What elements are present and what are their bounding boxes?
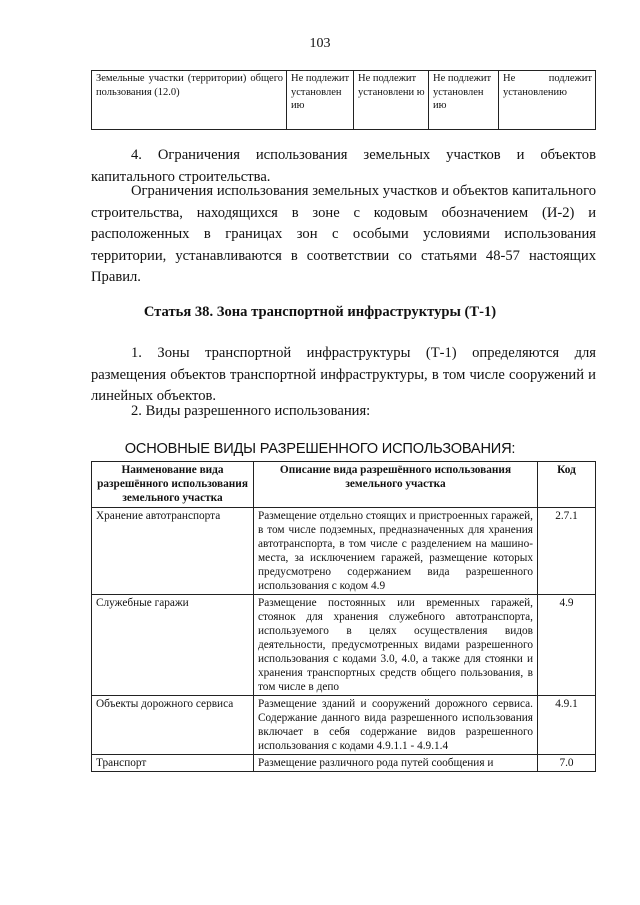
permitted-uses-table xyxy=(91,461,596,772)
page-number: 103 xyxy=(309,36,331,51)
article-title: Статья 38. Зона транспортной инфраструктуры (Т-1) xyxy=(143,304,497,320)
use-code: 4.9.1 xyxy=(538,696,596,755)
use-code: 7.0 xyxy=(538,755,596,772)
restrictions-heading: 4. Ограничения использования земельных участков и объектов капитального строительства. xyxy=(91,147,596,185)
use-description: Размещение различного рода путей сообщения и xyxy=(254,755,538,772)
table-row xyxy=(92,755,596,772)
use-name: Хранение автотранспорта xyxy=(92,508,254,595)
header-name: Наименование вида разрешённого использования земельного участка xyxy=(92,462,254,508)
use-name: Служебные гаражи xyxy=(92,595,254,696)
previous-zone-table xyxy=(91,70,596,130)
use-code: 2.7.1 xyxy=(538,508,596,595)
table-caption: ОСНОВНЫЕ ВИДЫ РАЗРЕШЕННОГО ИСПОЛЬЗОВАНИЯ: xyxy=(124,441,516,457)
restrictions-body: Ограничения использования земельных участков и объектов капитального строительства, находящихся в зоне с кодовым обозначением (И-2) и расположенных в границах зон с особыми условиями использования территории, устанавливаются в соответствии со статьями 48-57 настоящих Правил. xyxy=(91,183,596,285)
table-cell-parameter: Не подлежит установлен ию xyxy=(429,71,499,130)
use-description: Размещение постоянных или временных гаражей, стоянок для хранения служебного автотранспорта, используемого в целях осуществления видов деятельности, предусмотренных видами разрешенного использования с кодами 3.0, 4.0, а также для стоянки и хранения транспортных средств общего пользования, в том числе в депо xyxy=(254,595,538,696)
table-row xyxy=(92,508,596,595)
table-cell-parameter: Не подлежит установлен ию xyxy=(287,71,354,130)
table-header-row xyxy=(92,462,596,508)
permitted-uses-heading: 2. Виды разрешенного использования: xyxy=(131,403,371,419)
header-description: Описание вида разрешённого использования земельного участка xyxy=(254,462,538,508)
use-name: Транспорт xyxy=(92,755,254,772)
zones-definition: 1. Зоны транспортной инфраструктуры (Т-1) определяются для размещения объектов транспортной инфраструктуры, в том числе сооружений и линейных объектов. xyxy=(91,345,596,404)
use-name: Объекты дорожного сервиса xyxy=(92,696,254,755)
table-cell-land-plot-name: Земельные участки (территории) общего пользования (12.0) xyxy=(92,71,287,130)
table-row xyxy=(92,595,596,696)
table-row xyxy=(92,71,596,130)
header-code: Код xyxy=(538,462,596,508)
table-cell-parameter: Не подлежит установлению xyxy=(499,71,596,130)
use-code: 4.9 xyxy=(538,595,596,696)
table-cell-parameter: Не подлежит установлени ю xyxy=(354,71,429,130)
use-description: Размещение отдельно стоящих и пристроенных гаражей, в том числе подземных, предназначенных для хранения автотранспорта, в том числе с разделением на машино-места, за исключением гаражей, размещение которых предусмотрено содержанием вида разрешенного использования с кодом 4.9 xyxy=(254,508,538,595)
table-row xyxy=(92,696,596,755)
use-description: Размещение зданий и сооружений дорожного сервиса. Содержание данного вида разрешенного использования включает в себя содержание видов разрешенного использования с кодами 4.9.1.1 - 4.9.1.4 xyxy=(254,696,538,755)
